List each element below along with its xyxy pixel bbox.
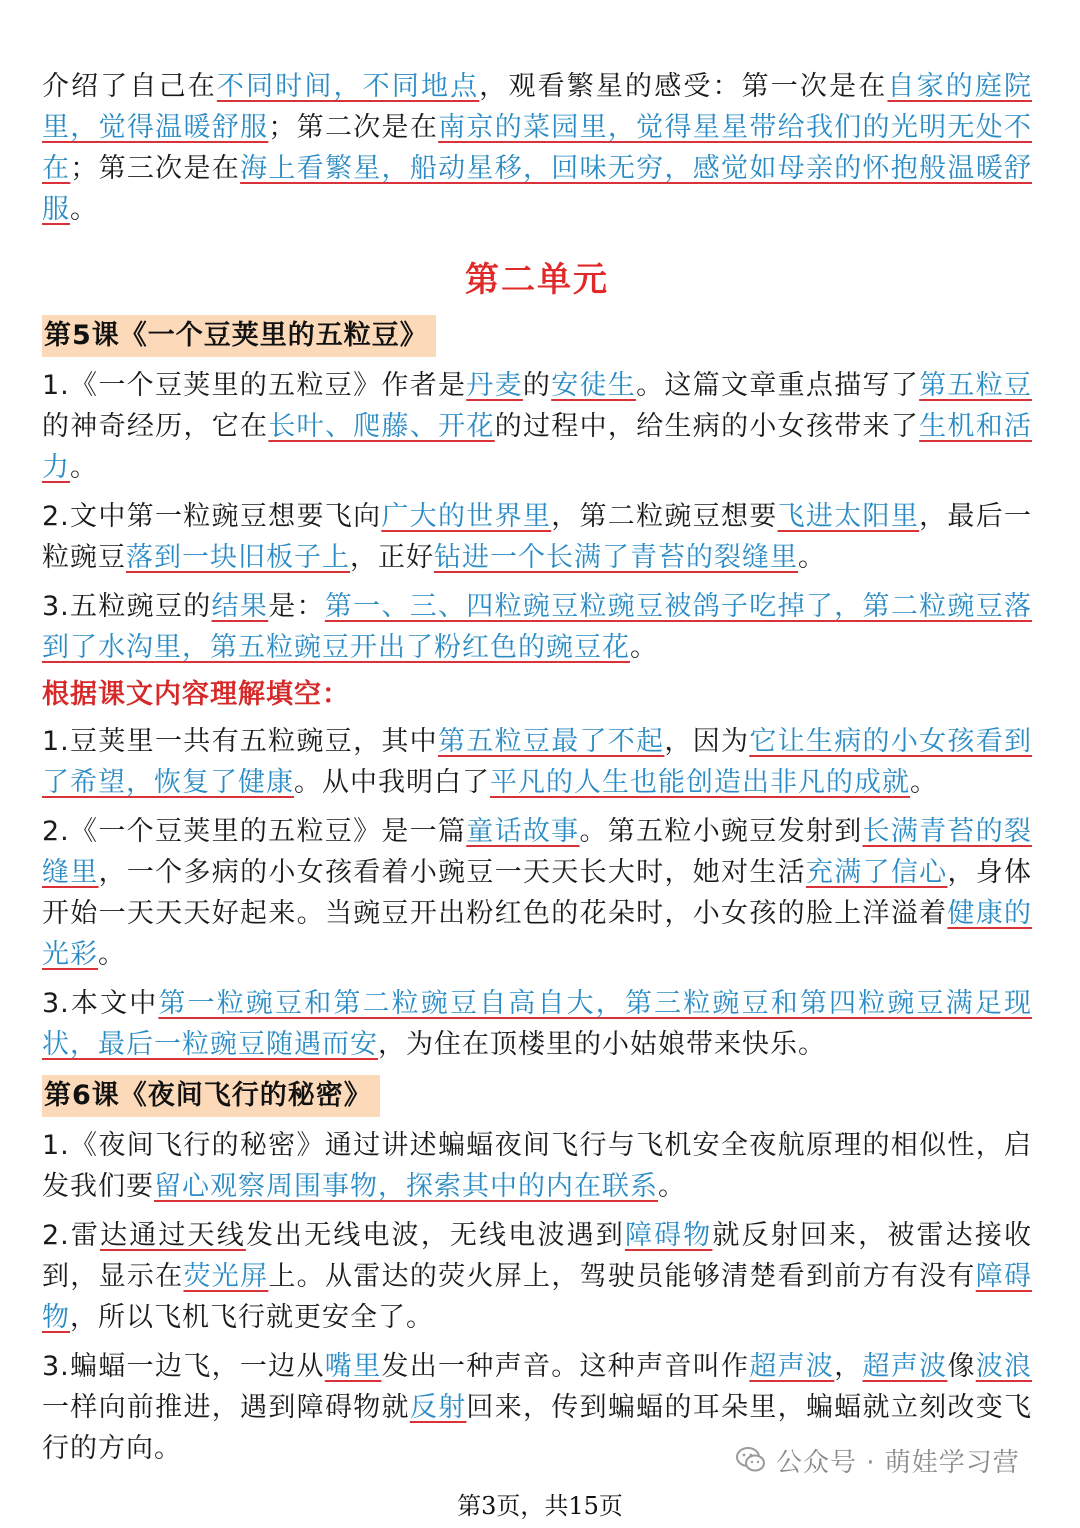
body-text: 的神奇经历，它在: [42, 411, 269, 442]
body-text: 。: [70, 452, 98, 483]
lesson-5-paragraph-2: [42, 496, 1032, 578]
answer-text: 波浪: [975, 1351, 1033, 1382]
body-text: 。第五粒小豌豆发射到: [579, 816, 863, 847]
body-text: ，为住在顶楼里的小姑娘带来快乐。: [378, 1029, 826, 1060]
body-text: 1.《一个豆荚里的五粒豆》作者是: [42, 370, 467, 401]
body-text: 一样向前推进，遇到障碍物就: [42, 1392, 410, 1423]
answer-text: 障碍物: [42, 1261, 1033, 1333]
answer-text: 结果: [211, 591, 269, 622]
body-text: 回来，传到蝙蝠的耳朵里，蝙蝠就立刻改变飞行的方向。: [42, 1392, 1033, 1464]
answer-text: 荧光屏: [183, 1261, 269, 1292]
intro-paragraph: [42, 66, 1032, 230]
lesson-5-title: 第5课《一个豆荚里的五粒豆》: [42, 315, 436, 357]
answer-text: 不同时间，不同地点: [216, 71, 480, 102]
fill-paragraph-1: [42, 721, 1032, 803]
watermark: [736, 1440, 1020, 1480]
answer-text: 反射: [409, 1392, 467, 1423]
answer-text: 长叶、爬藤、开花: [268, 411, 495, 442]
lesson-6-title: 第6课《夜间飞行的秘密》: [42, 1075, 380, 1117]
answer-text: 第五粒豆最了不起: [437, 726, 665, 757]
body-text: 介绍了自己在: [42, 71, 217, 102]
answer-text: 海上看繁星，船动星移，回味无穷，感觉如母亲的怀抱般温暖舒服: [42, 153, 1033, 225]
body-text: 1.《夜间飞行的秘密》通过讲述蝙蝠夜间飞行与飞机安全夜航原理的相似性，启发我们要: [42, 1130, 1032, 1202]
answer-text: 童话故事: [466, 816, 580, 847]
answer-text: 嘴里: [324, 1351, 382, 1382]
body-text: 的: [522, 370, 552, 401]
body-text: 就反射回来，被雷达接收到，显示在: [42, 1220, 1033, 1292]
answer-text: 南京的菜园里，觉得星星带给我们的光明无处不在: [42, 112, 1033, 184]
body-text: 发出一种声音。这种声音叫作: [381, 1351, 750, 1382]
body-text: 1.豆荚里一共有五粒豌豆，其中: [42, 726, 438, 757]
answer-text: 丹麦: [466, 370, 523, 401]
body-text: 2.《一个豆荚里的五粒豆》是一篇: [42, 816, 467, 847]
answer-text: 长满青苔的裂缝里: [42, 816, 1033, 888]
body-text: 。从中我明白了: [294, 767, 490, 798]
lesson-6-paragraph-1: [42, 1125, 1032, 1207]
body-text: 。: [70, 194, 98, 225]
body-text: ，最后一粒豌豆: [42, 501, 1033, 573]
body-text: 的过程中，给生病的小女孩带来了: [494, 411, 920, 442]
body-text: 2.文中第一粒豌豆想要飞向: [42, 501, 382, 532]
lesson-5-paragraph-1: [42, 365, 1032, 488]
body-text: 。: [798, 542, 826, 573]
lesson-5-paragraph-3: [42, 586, 1032, 668]
answer-text: 超声波: [749, 1351, 835, 1382]
body-text: ，一个多病的小女孩看着小豌豆一天天长大时，她对生活: [98, 857, 806, 888]
answer-text: 广大的世界里: [381, 501, 552, 532]
answer-text: 第一、三、四粒豌豆粒豌豆被鸽子吃掉了，第二粒豌豆落到了水沟里，第五粒豌豆开出了粉红色的豌豆花: [42, 591, 1033, 663]
body-text: 是：: [268, 591, 325, 622]
wechat-icon: [736, 1446, 766, 1474]
body-text: 。: [658, 1171, 686, 1202]
answer-text: 它让生病的小女孩看到了希望，恢复了健康: [42, 726, 1033, 798]
fill-paragraph-2: [42, 811, 1032, 975]
body-text: ；第三次是在: [70, 153, 241, 184]
body-text: ，身体开始一天天天好起来。当豌豆开出粉红色的花朵时，小女孩的脸上洋溢着: [42, 857, 1033, 929]
answer-text: 生机和活力: [42, 411, 1033, 483]
fill-in-heading: 根据课文内容理解填空：: [42, 679, 350, 710]
body-text: ，正好: [350, 542, 434, 573]
answer-text: 障碍物: [624, 1220, 713, 1251]
answer-text: 超声波: [862, 1351, 948, 1382]
answer-text: 第五粒豆: [919, 370, 1033, 401]
fill-paragraph-3: [42, 983, 1032, 1065]
body-text: ，观看繁星的感受：第一次是在: [479, 71, 888, 102]
body-text: 3.蝙蝠一边飞，一边从: [42, 1351, 325, 1382]
body-text: ，因为: [664, 726, 750, 757]
answer-text: 健康的光彩: [42, 898, 1033, 970]
lesson-6-paragraph-2: [42, 1215, 1032, 1338]
body-text: 。: [630, 632, 658, 663]
body-text: ，所以飞机飞行就更安全了。: [70, 1302, 434, 1333]
answer-text: 平凡的人生也能创造出非凡的成就: [490, 767, 910, 798]
page-content: [42, 66, 1032, 1469]
unit-title: 第二单元: [465, 260, 609, 300]
body-text: 上。从雷达的荧火屏上，驾驶员能够清楚看到前方有没有: [268, 1261, 976, 1292]
body-text: 。: [98, 939, 126, 970]
body-text: ；第二次是在: [268, 112, 439, 143]
answer-text: 自家的庭院里，觉得温暖舒服: [42, 71, 1033, 143]
body-text: 3.本文中: [42, 988, 159, 1019]
body-text: 像: [947, 1351, 976, 1382]
page-footer: 第3页，共15页: [457, 1492, 623, 1520]
answer-text: 钻进一个长满了青苔的裂缝里: [434, 542, 798, 573]
body-text: 2.雷: [42, 1220, 101, 1251]
answer-text: 充满了信心: [805, 857, 948, 888]
answer-text: 留心观察周围事物，探索其中的内在联系: [154, 1171, 658, 1202]
underlined-text: 达通过天线: [100, 1220, 246, 1251]
body-text: 发出无线电波，无线电波遇到: [245, 1220, 625, 1251]
answer-text: 安徒生: [551, 370, 637, 401]
body-text: 。: [910, 767, 938, 798]
answer-text: 落到一块旧板子上: [126, 542, 350, 573]
watermark-text: 公众号 · 萌娃学习营: [776, 1447, 1020, 1478]
body-text: ，: [834, 1351, 863, 1382]
answer-text: 飞进太阳里: [777, 501, 920, 532]
body-text: 。这篇文章重点描写了: [636, 370, 920, 401]
body-text: ，第二粒豌豆想要: [551, 501, 778, 532]
body-text: 3.五粒豌豆的: [42, 591, 212, 622]
answer-text: 第一粒豌豆和第二粒豌豆自高自大，第三粒豌豆和第四粒豌豆满足现状，最后一粒豌豆随遇而安: [42, 988, 1033, 1060]
